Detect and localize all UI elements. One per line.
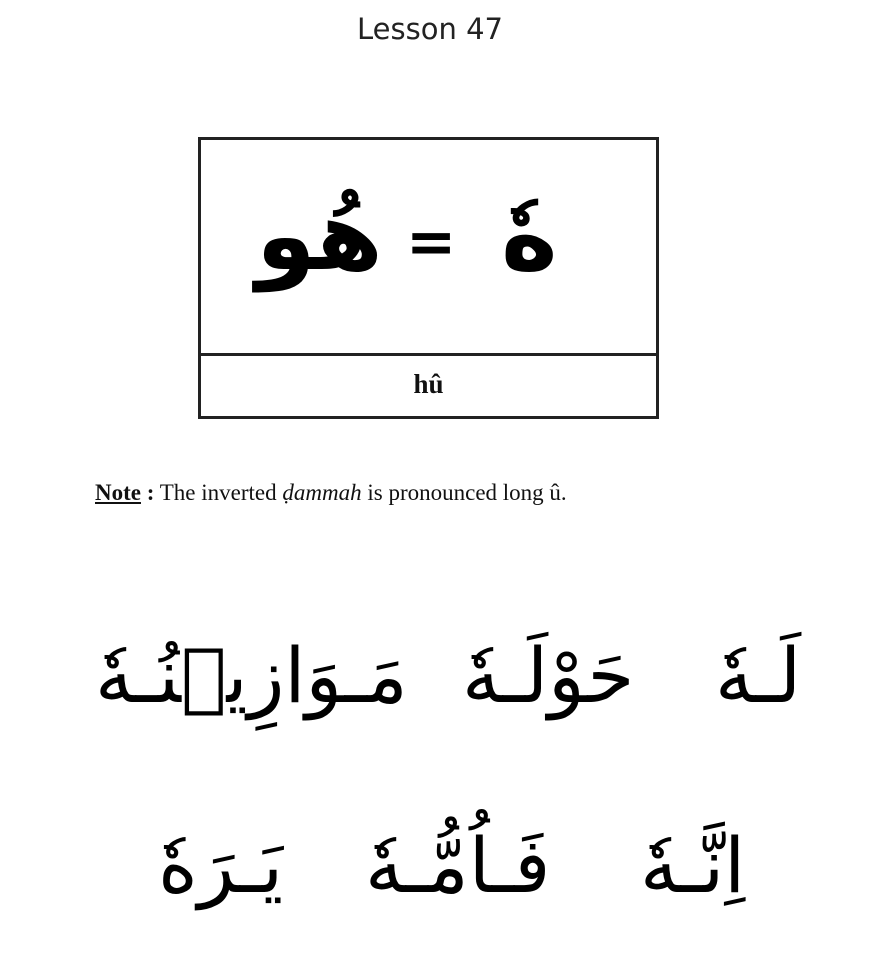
note-text-after: is pronounced long — [367, 480, 544, 505]
note-period: . — [560, 480, 567, 505]
letter-box — [198, 137, 659, 419]
note-text-before: The inverted — [159, 480, 277, 505]
example-word: مَـوَازِيۡنُـهٗ — [95, 631, 408, 720]
note-colon: : — [146, 480, 155, 505]
note-sound: û — [549, 480, 561, 505]
transliteration: hû — [413, 369, 444, 399]
note — [95, 480, 567, 506]
example-word: لَـهٗ — [715, 631, 802, 720]
example-word: اِنَّـهٗ — [640, 821, 746, 910]
page-title: Lesson 47 — [357, 12, 503, 46]
example-word: حَوْلَـهٗ — [462, 631, 635, 720]
note-label: Note — [95, 480, 141, 505]
equivalent-word: هُو — [256, 180, 383, 292]
example-word: يَـرَهٗ — [158, 821, 284, 910]
note-term: ḍammah — [282, 480, 362, 505]
example-word: فَـاُمُّـهٗ — [365, 821, 551, 910]
equals-sign: = — [406, 207, 457, 277]
letter-box-top — [201, 140, 656, 356]
letter-with-inverted-dammah: هٗ — [501, 180, 558, 292]
